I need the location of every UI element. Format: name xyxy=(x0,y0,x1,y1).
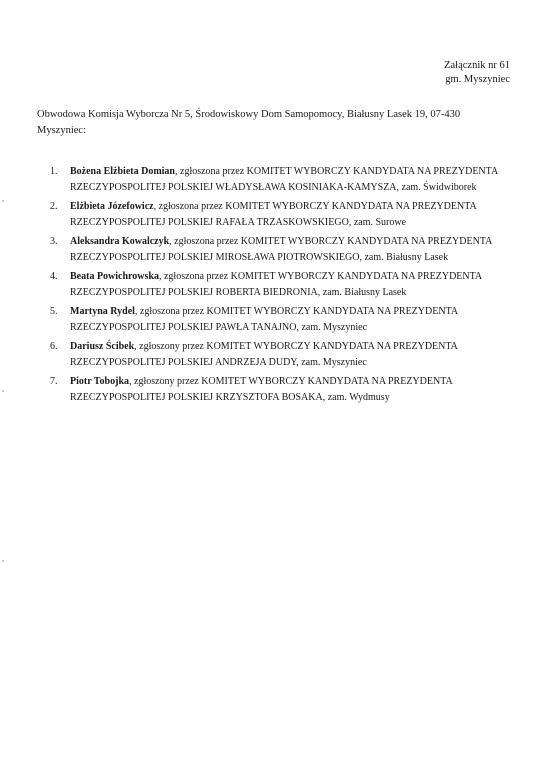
member-details: , zgłoszony przez KOMITET WYBORCZY KANDYDATA NA PREZYDENTA RZECZYPOSPOLITEJ POLSKIEJ KRZYSZTOFA BOSAKA, zam. Wydmusy xyxy=(70,376,453,403)
member-name: Elżbieta Józefowicz xyxy=(70,201,154,212)
scan-mark xyxy=(2,560,4,562)
item-number: 2. xyxy=(50,201,58,212)
list-item xyxy=(50,234,510,265)
member-name: Martyna Rydel xyxy=(70,306,135,317)
item-number: 5. xyxy=(50,306,58,317)
item-number: 1. xyxy=(50,166,58,177)
list-item xyxy=(50,199,510,230)
annex-municipality: gm. Myszyniec xyxy=(445,74,510,85)
commission-intro: Obwodowa Komisja Wyborcza Nr 5, Środowiskowy Dom Samopomocy, Białusny Lasek 19, 07-430 Myszyniec: xyxy=(37,109,461,136)
member-details: , zgłoszona przez KOMITET WYBORCZY KANDYDATA NA PREZYDENTA RZECZYPOSPOLITEJ POLSKIEJ RAFAŁA TRZASKOWSKIEGO, zam. Surowe xyxy=(70,201,477,228)
member-details: , zgłoszona przez KOMITET WYBORCZY KANDYDATA NA PREZYDENTA RZECZYPOSPOLITEJ POLSKIEJ MIROSŁAWA PIOTROWSKIEGO, zam. Białusny Lasek xyxy=(70,236,492,263)
member-name: Dariusz Ścibek xyxy=(70,341,135,352)
item-number: 7. xyxy=(50,376,58,387)
item-number: 4. xyxy=(50,271,58,282)
item-number: 6. xyxy=(50,341,58,352)
member-name: Piotr Tobojka xyxy=(70,376,129,387)
annex-header xyxy=(444,59,510,87)
list-item xyxy=(50,339,510,370)
members-list xyxy=(50,164,510,409)
member-details: , zgłoszona przez KOMITET WYBORCZY KANDYDATA NA PREZYDENTA RZECZYPOSPOLITEJ POLSKIEJ WŁADYSŁAWA KOSINIAKA-KAMYSZA, zam. Świdwiborek xyxy=(70,166,498,193)
list-item xyxy=(50,164,510,195)
item-number: 3. xyxy=(50,236,58,247)
member-name: Beata Powichrowska xyxy=(70,271,159,282)
member-details: , zgłoszona przez KOMITET WYBORCZY KANDYDATA NA PREZYDENTA RZECZYPOSPOLITEJ POLSKIEJ ROBERTA BIEDRONIA, zam. Białusny Lasek xyxy=(70,271,482,298)
member-name: Bożena Elżbieta Domian xyxy=(70,166,175,177)
annex-number: Załącznik nr 61 xyxy=(444,60,510,71)
list-item xyxy=(50,374,510,405)
member-details: , zgłoszony przez KOMITET WYBORCZY KANDYDATA NA PREZYDENTA RZECZYPOSPOLITEJ POLSKIEJ ANDRZEJA DUDY, zam. Myszyniec xyxy=(70,341,458,368)
list-item xyxy=(50,269,510,300)
member-details: , zgłoszona przez KOMITET WYBORCZY KANDYDATA NA PREZYDENTA RZECZYPOSPOLITEJ POLSKIEJ PAWŁA TANAJNO, zam. Myszyniec xyxy=(70,306,458,333)
scan-mark xyxy=(2,200,4,202)
scan-mark xyxy=(2,390,4,392)
list-item xyxy=(50,304,510,335)
member-name: Aleksandra Kowalczyk xyxy=(70,236,170,247)
